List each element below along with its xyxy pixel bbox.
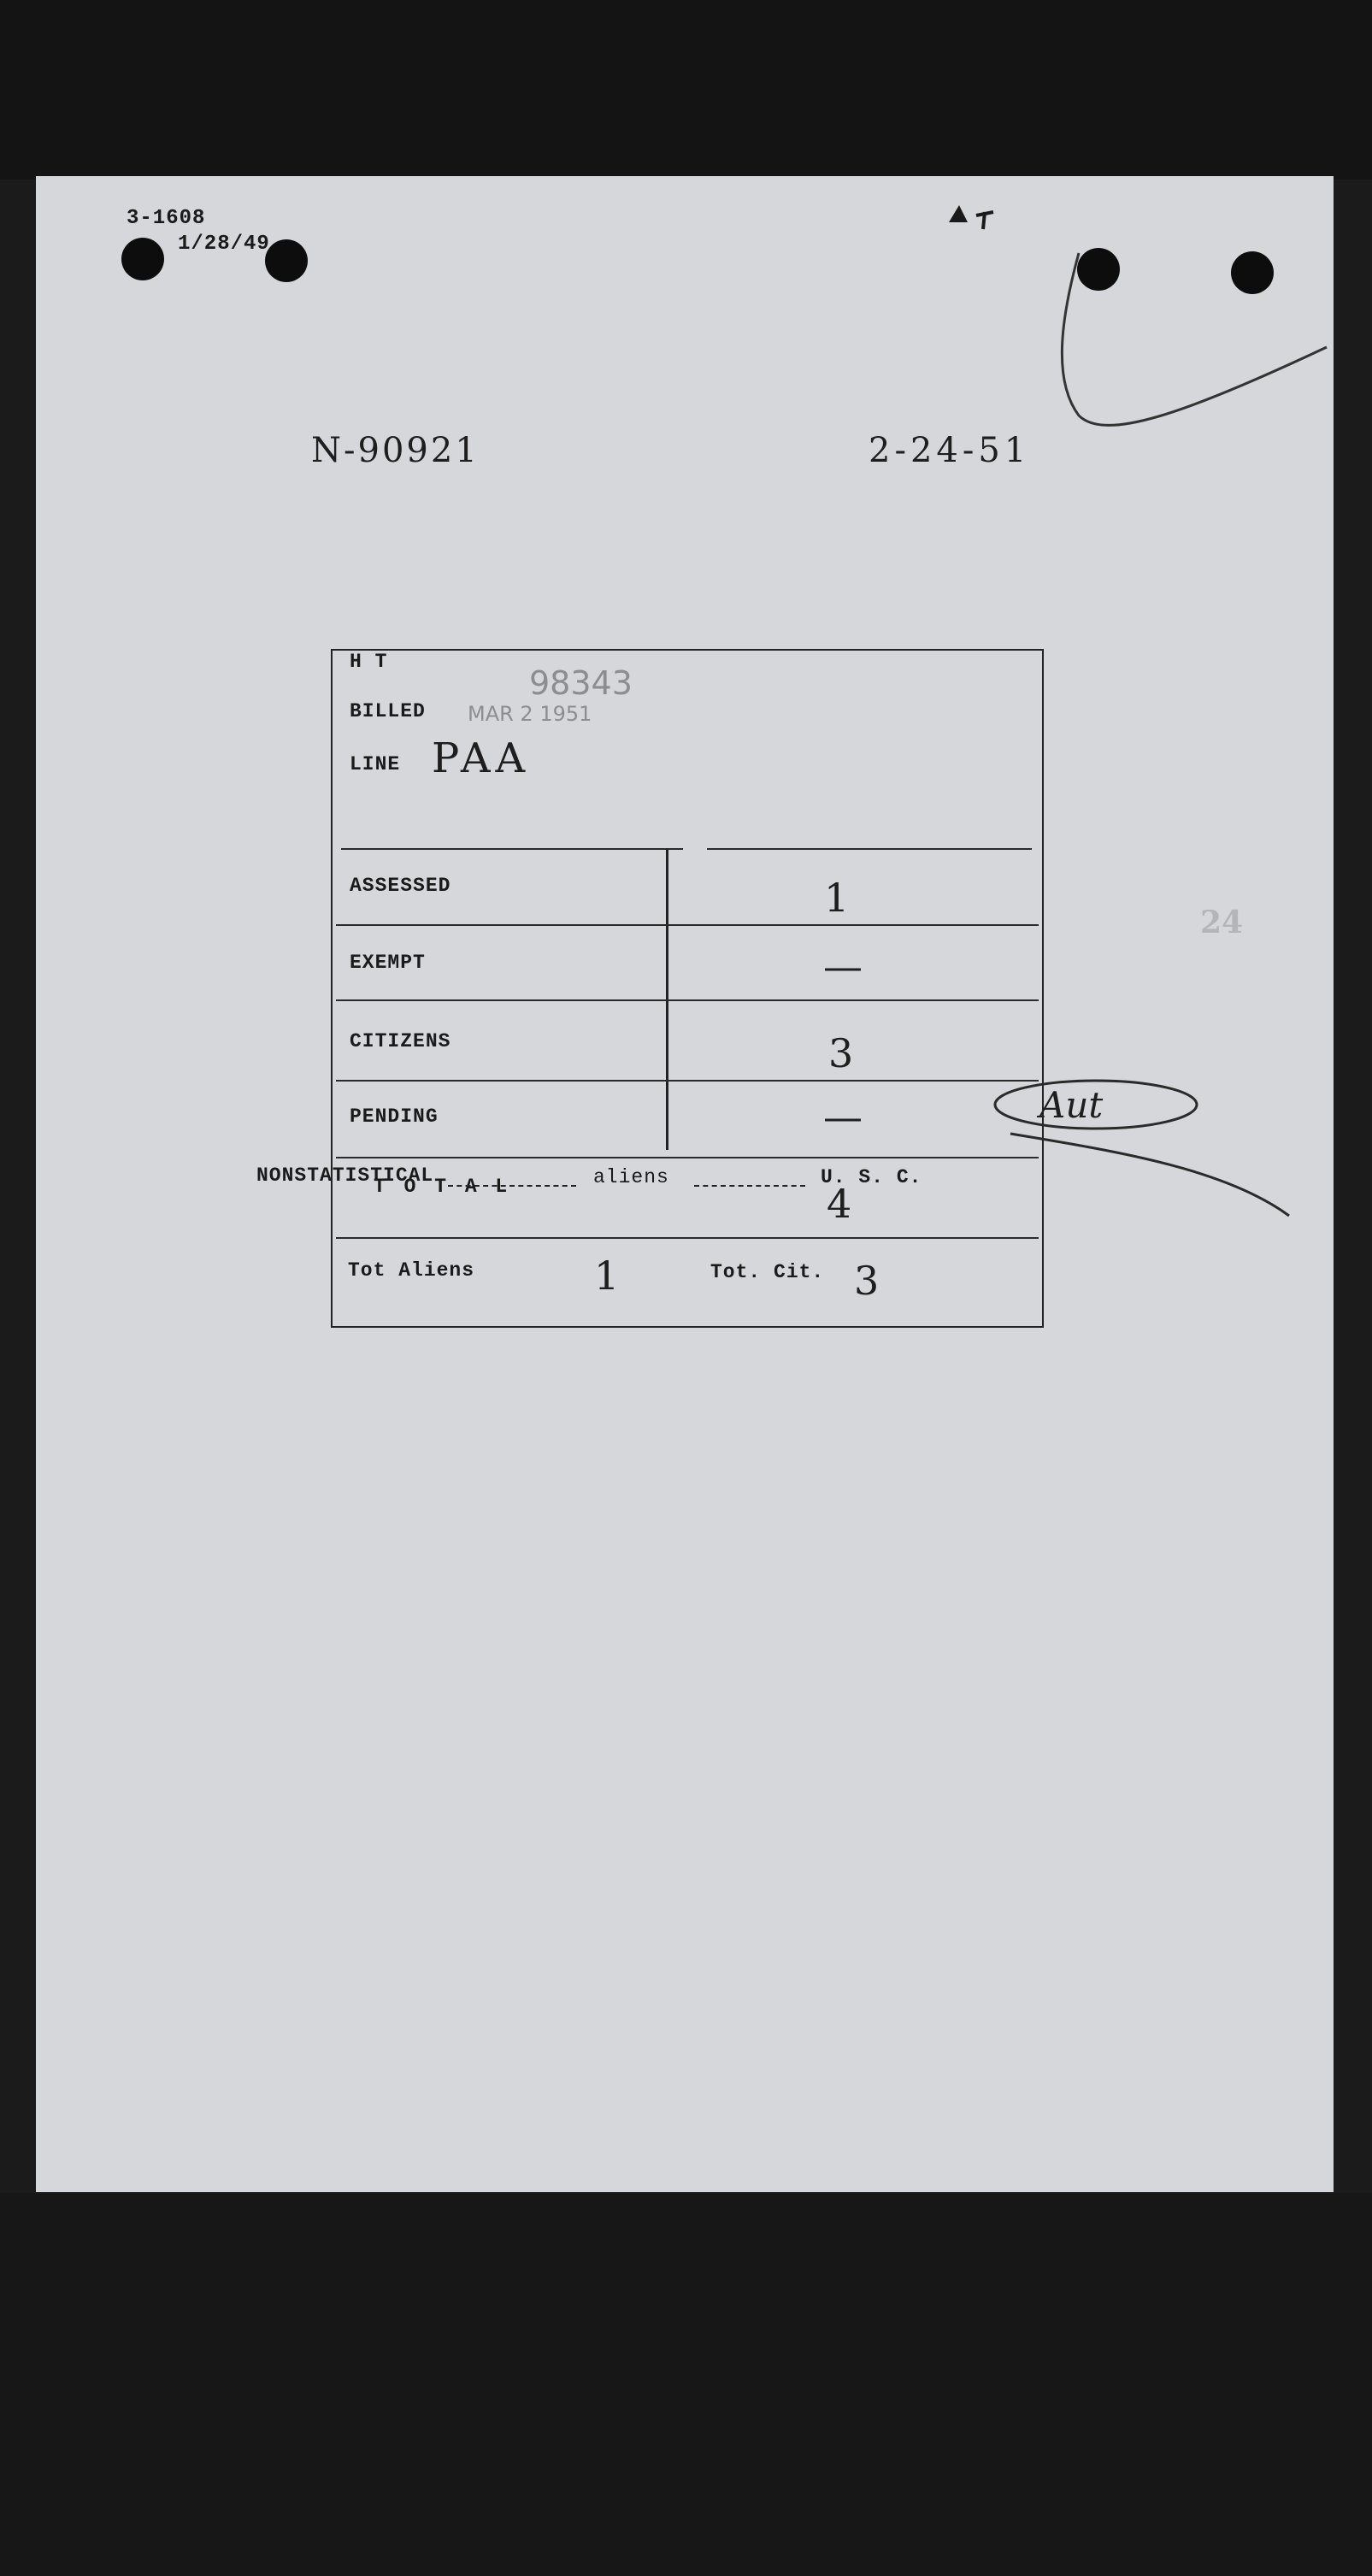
exempt-label: EXEMPT [350,952,426,974]
total-label: T O T A L [374,1176,511,1198]
table-top-rule-right [707,848,1032,850]
total-value: 4 [827,1181,852,1227]
citizens-label: CITIZENS [350,1030,451,1052]
file-number: N-90921 [311,431,480,470]
punch-hole-1 [121,238,164,280]
tot-cit-value: 3 [854,1258,880,1304]
usc-label: U. S. C. [821,1166,922,1188]
pending-value: — [823,1093,863,1140]
form-number: 3-1608 [127,207,206,230]
tot-aliens-label: Tot Aliens [348,1259,475,1282]
punch-hole-2 [265,239,308,282]
exempt-value: — [823,943,863,989]
row-rule-5 [336,1237,1039,1239]
assessed-label: ASSESSED [350,875,451,897]
tot-aliens-value: 1 [594,1253,620,1299]
serial-number-stamp: 98343 [529,664,633,702]
tot-cit-label: Tot. Cit. [710,1261,825,1283]
ink-mark [942,198,1002,233]
nonstatistical-blank [448,1185,576,1187]
ink-curve-mark [1045,245,1335,441]
assessed-value: 1 [824,875,850,921]
scan-background-top [0,0,1372,180]
row-rule-3 [336,1080,1039,1082]
document-page [36,176,1334,2192]
form-date: 1/28/49 [178,233,270,256]
signature: Aut [1039,1084,1104,1126]
page-number: 24 [1200,905,1244,940]
nonstatistical-label: NONSTATISTICAL [256,1164,434,1187]
table-top-rule-left [341,848,683,850]
row-rule-1 [336,924,1039,926]
aliens-label: aliens [593,1166,669,1188]
header-date: 2-24-51 [869,431,1031,470]
row-rule-4 [336,1157,1039,1158]
signature-flourish [985,1065,1310,1219]
pending-label: PENDING [350,1105,439,1128]
scan-background-bottom [0,2193,1372,2576]
row-rule-2 [336,999,1039,1001]
citizens-value: 3 [828,1030,854,1076]
manifest-summary-form [331,649,1044,1328]
billed-label: BILLED [350,700,426,722]
ht-label: H T [350,651,388,673]
line-value: PAA [432,734,531,782]
billed-date-stamp: MAR 2 1951 [468,702,592,726]
line-label: LINE [350,753,401,775]
aliens-blank [694,1185,805,1187]
